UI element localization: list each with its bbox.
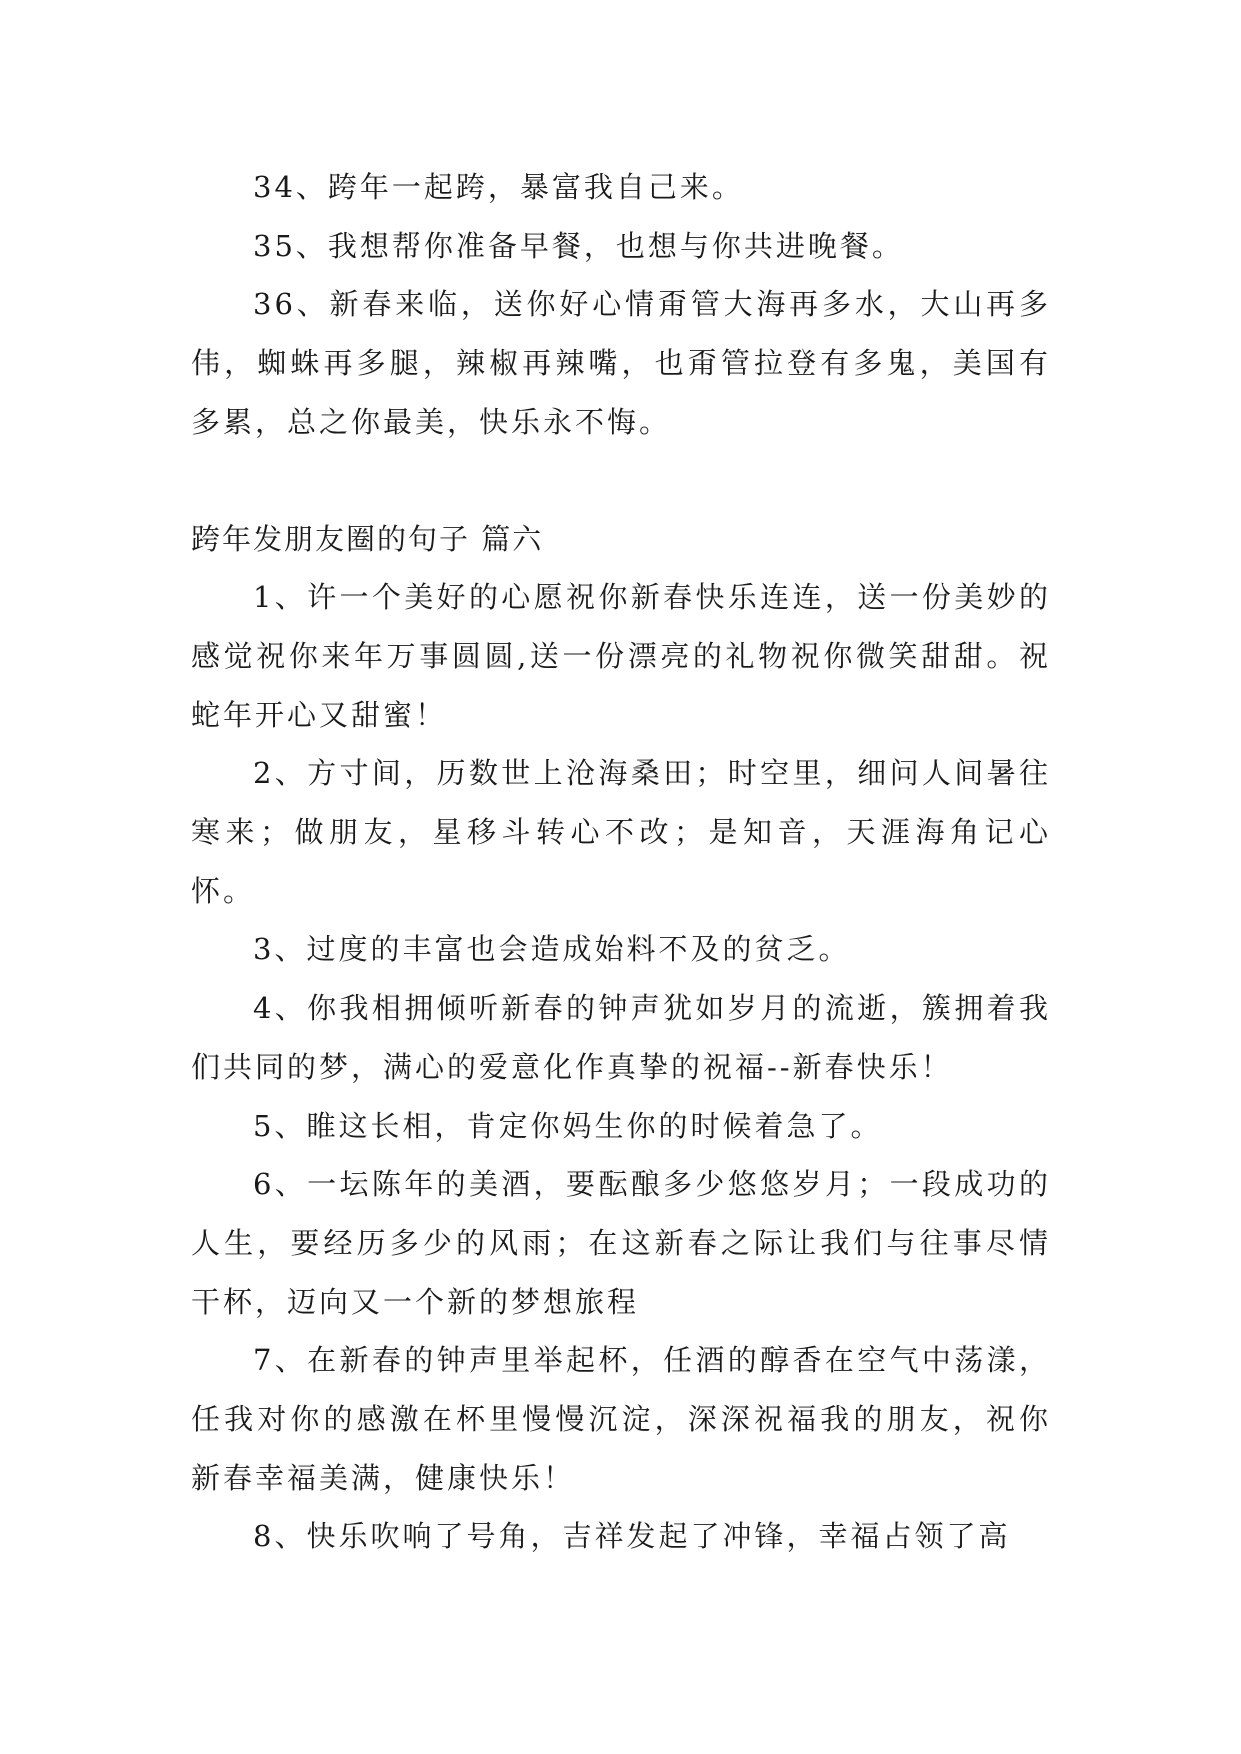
- paragraph-36: 36、新春来临，送你好心情甭管大海再多水，大山再多伟，蜘蛛再多腿，辣椒再辣嘴，也甭管拉登有多鬼，美国有多累，总之你最美，快乐永不悔。: [191, 287, 1051, 439]
- paragraph-3: 3、过度的丰富也会造成始料不及的贫乏。: [253, 932, 851, 967]
- paragraph-6: 6、一坛陈年的美酒，要酝酿多少悠悠岁月；一段成功的人生，要经历多少的风雨；在这新春之际让我们与往事尽情干杯，迈向又一个新的梦想旅程: [191, 1167, 1051, 1319]
- paragraph-7: 7、在新春的钟声里举起杯，任酒的醇香在空气中荡漾，任我对你的感激在杯里慢慢沉淀，深深祝福我的朋友，祝你新春幸福美满，健康快乐！: [191, 1343, 1051, 1495]
- paragraph-1: 1、许一个美好的心愿祝你新春快乐连连，送一份美妙的感觉祝你来年万事圆圆,送一份漂亮的礼物祝你微笑甜甜。祝蛇年开心又甜蜜！: [191, 580, 1051, 732]
- paragraph-5: 5、睢这长相，肯定你妈生你的时候着急了。: [253, 1108, 883, 1143]
- paragraph-4: 4、你我相拥倾听新春的钟声犹如岁月的流逝，簇拥着我们共同的梦，满心的爱意化作真挚的祝福--新春快乐！: [191, 991, 1051, 1084]
- paragraph-34: 34、跨年一起跨，暴富我自己来。: [253, 170, 744, 204]
- paragraph-8: 8、快乐吹响了号角，吉祥发起了冲锋，幸福占领了高: [253, 1519, 1011, 1554]
- document-body: [191, 158, 1051, 1566]
- paragraph-35: 35、我想帮你准备早餐，也想与你共进晚餐。: [253, 228, 904, 263]
- section-heading: 跨年发朋友圈的句子 篇六: [191, 521, 544, 556]
- paragraph-2: 2、方寸间，历数世上沧海桑田；时空里，细问人间暑往寒来；做朋友，星移斗转心不改；是知音，天涯海角记心怀。: [191, 756, 1051, 908]
